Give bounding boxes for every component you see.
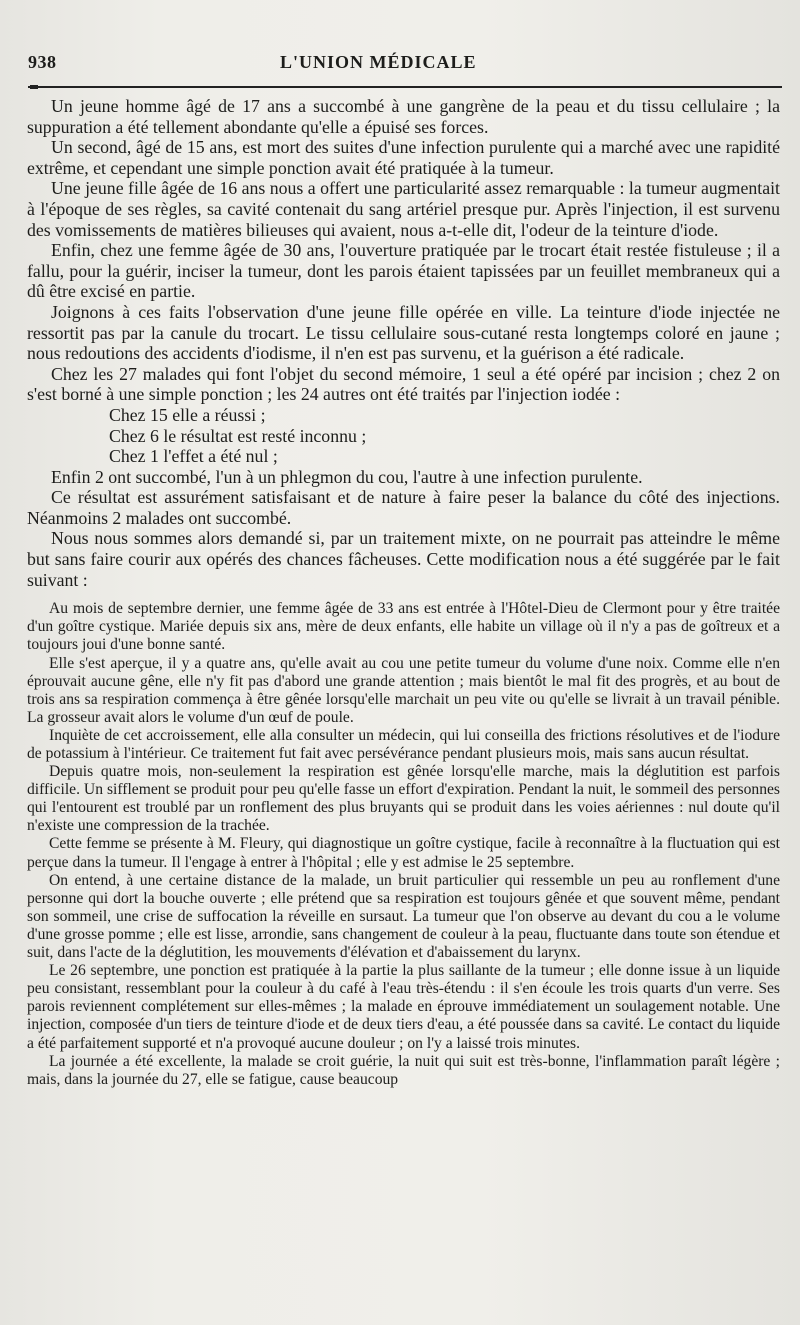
case-paragraph: Cette femme se présente à M. Fleury, qui diagnostique un goître cystique, facile à reconnaître à la fluctuation qui est perçue dans la tumeur. Il l'engage à entrer à l'hôpital ; elle y est admise le 25 septembre. — [27, 835, 780, 871]
journal-title: L'UNION MÉDICALE — [280, 52, 477, 72]
paragraph: Joignons à ces faits l'observation d'une jeune fille opérée en ville. La teinture d'iode injectée ne ressortit pas par la canule du trocart. Le tissu cellulaire sous-cutané resta longtemps coloré en jaune ; nous redoutions des accidents d'iodisme, il n'en est pas survenu, et la guérison a été radicale. — [27, 301, 780, 364]
case-paragraph: Le 26 septembre, une ponction est pratiquée à la partie la plus saillante de la tumeur ; elle donne issue à un liquide peu consistant, ressemblant pour la couleur à du café à l'eau très-étendu : il s'en écoule les trois quarts d'un verre. Ses parois reviennent complétement sur elles-mêmes ; la malade en éprouve immédiatement un soulagement notable. Une injection, composée d'un tiers de teinture d'iode et de deux tiers d'eau, a été poussée dans sa cavité. Le contact du liquide a été parfaitement supporté et n'a provoqué aucune douleur ; on l'y a laissé trois minutes. — [27, 962, 780, 1052]
paragraph: Un jeune homme âgé de 17 ans a succombé à une gangrène de la peau et du tissu cellulaire ; la suppuration a été tellement abondante qu'elle a épuisé ses forces. — [27, 96, 780, 137]
page-number: 938 — [28, 52, 57, 72]
paragraph: Chez les 27 malades qui font l'objet du second mémoire, 1 seul a été opéré par incision ; chez 2 on s'est borné à une simple ponction ; les 24 autres ont été traités par l'injection iodée : — [27, 363, 780, 405]
paragraph: Nous nous sommes alors demandé si, par un traitement mixte, on ne pourrait pas atteindre le même but sans faire courir aux opérés des chances fâcheuses. Cette modification nous a été suggérée par le fait suivant : — [27, 528, 780, 590]
result-list-item: Chez 15 elle a réussi ; — [109, 404, 266, 425]
case-paragraph: On entend, à une certaine distance de la malade, un bruit particulier qui ressemble un peu au ronflement d'une personne qui dort la bouche ouverte ; elle prétend que sa respiration est toujours gênée et que souvent même, pendant son sommeil, une crise de suffocation la réveille en sursaut. La tumeur que l'on observe au devant du cou a le volume d'une grosse pomme ; elle est lisse, arrondie, sans changement de couleur à la peau, fluctuante dans toute son étendue et suit, dans l'acte de la déglutition, les mouvements d'élévation et d'abaissement du larynx. — [27, 871, 780, 962]
case-paragraph: Inquiète de cet accroissement, elle alla consulter un médecin, qui lui conseilla des frictions résolutives et de l'iodure de potassium à l'intérieur. Ce traitement fut fait avec persévérance pendant plusieurs mois, mais sans aucun résultat. — [27, 726, 780, 762]
result-list-item: Chez 1 l'effet a été nul ; — [109, 446, 278, 467]
case-paragraph: Elle s'est aperçue, il y a quatre ans, qu'elle avait au cou une petite tumeur du volume d'une noix. Comme elle n'en éprouvait aucune gêne, elle n'y fit pas d'abord une grande attention ; mais bientôt le mal fit des progrès, et au bout de trois ans sa respiration commença à être gênée lorsqu'elle marchait un peu vite ou qu'elle se livrait à un travail pénible. La grosseur avait alors le volume d'un œuf de poule. — [27, 654, 780, 726]
result-list-item: Chez 6 le résultat est resté inconnu ; — [109, 425, 367, 446]
case-paragraph: La journée a été excellente, la malade se croit guérie, la nuit qui suit est très-bonne, l'inflammation paraît légère ; mais, dans la journée du 27, elle se fatigue, cause beaucoup — [27, 1052, 780, 1088]
paragraph: Ce résultat est assurément satisfaisant et de nature à faire peser la balance du côté des injections. Néanmoins 2 malades ont succombé. — [27, 487, 780, 528]
case-paragraph: Depuis quatre mois, non-seulement la respiration est gênée lorsqu'elle marche, mais la déglutition est parfois difficile. Un sifflement se produit pour peu qu'elle fasse un effort d'expiration. Pendant la nuit, le sommeil des personnes qui l'entourent est troublé par un ronflement des plus bruyants qui se produit dans les voies aériennes : nul doute qu'il n'existe une compression de la trachée. — [27, 763, 780, 835]
paragraph: Enfin 2 ont succombé, l'un à un phlegmon du cou, l'autre à une infection purulente. — [51, 466, 643, 487]
header-rule — [28, 86, 782, 88]
case-paragraph: Au mois de septembre dernier, une femme âgée de 33 ans est entrée à l'Hôtel-Dieu de Clermont pour y être traitée d'un goître cystique. Mariée depuis six ans, mère de deux enfants, elle habite un village où il n'y a pas de goîtreux et a toujours joui d'une bonne santé. — [27, 600, 780, 654]
article-body — [27, 96, 780, 1089]
paragraph: Enfin, chez une femme âgée de 30 ans, l'ouverture pratiquée par le trocart était restée fistuleuse ; il a fallu, pour la guérir, inciser la tumeur, dont les parois étaient tapissées par un feuillet membraneux qui a dû être excisé en partie. — [27, 240, 780, 302]
paragraph: Une jeune fille âgée de 16 ans nous a offert une particularité assez remarquable : la tumeur augmentait à l'époque de ses règles, sa cavité contenait du sang artériel presque pur. Après l'injection, il est survenu des vomissements de matières bilieuses qui avaient, nous a-t-elle dit, l'odeur de la teinture d'iode. — [27, 178, 780, 240]
section-gap — [27, 590, 780, 600]
paragraph: Un second, âgé de 15 ans, est mort des suites d'une infection purulente qui a marché avec une rapidité extrême, et cependant une simple ponction avait été pratiquée à la tumeur. — [27, 137, 780, 178]
running-header — [28, 50, 784, 80]
